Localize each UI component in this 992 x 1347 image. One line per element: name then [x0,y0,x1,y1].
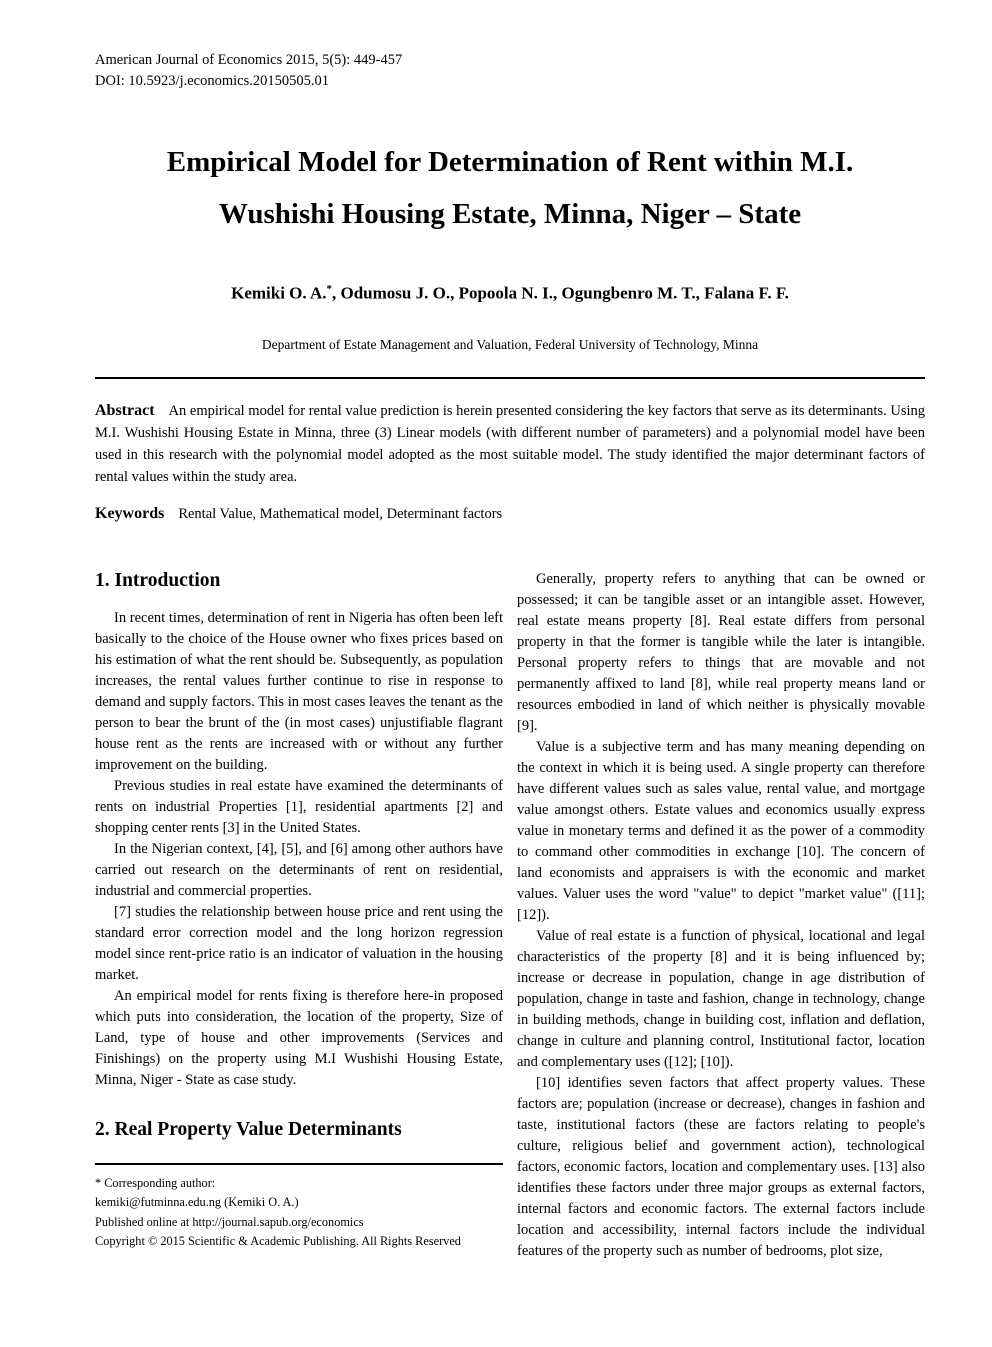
right-column [517,569,925,1262]
doi-line: DOI: 10.5923/j.economics.20150505.01 [95,73,329,89]
abstract-text: An empirical model for rental value prediction is herein presented considering the key factors that serve as its determinants. Using M.I. Wushishi Housing Estate in Minna, three (3) Linear models (with different number of parameters) and a polynomial model have been used in this research with the polynomial model adopted as the most suitable model. The study identified the major determinant factors of rental values within the study area. [95,402,925,485]
abstract [95,400,925,488]
paragraph-value-function: Value of real estate is a function of physical, locational and legal characteristics of the property [8] and it is being influenced by; increase or decrease in population, change in age distribution of population, change in taste and fashion, change in technology, change in building methods, change in building cost, inflation and deflation, change in culture and planning control, Institutional factor, location and complementary uses ([12]; [10]). [517,927,925,1070]
paragraph-property-definition: Generally, property refers to anything that can be owned or possessed; it can be tangible asset or an intangible asset. However, real estate means property [8]. Real estate differs from personal property in that the former is tangible while the later is intangible. Personal property refers to things that are movable and not permanently affixed to land [8], while real property means land or resources embodied in land of which neither is physically movable [9]. [517,570,925,734]
paper-title [95,136,925,240]
two-column-body [95,569,925,1262]
paragraph-intro-1: In recent times, determination of rent in Nigeria has often been left basically to the choice of the House owner who fixes prices based on his estimation of what the rent should be. Subsequently, as population increases, the rental values further continue to rise in response to demand and supply factors. This in most cases leaves the tenant as the person to bear the brunt of the (in most cases) unjustifiable flagrant house rent as the rents are increased with or without any further improvement on the building. [95,609,503,773]
paper-title-line-1: Empirical Model for Determination of Rent within M.I. [166,146,854,178]
paper-title-line-2: Wushishi Housing Estate, Minna, Niger – State [218,198,802,230]
authors-line [95,278,925,305]
paragraph-value-subjective: Value is a subjective term and has many meaning depending on the context in which it is being used. A single property can therefore have different values such as sales value, rental value, and mortgage value amongst others. Estate values and economics usually express value in monetary terms and defined it as the power of a commodity to command other commodities in exchange [10]. The concern of land economists and appraisers is with the economic and market values. Valuer uses the word "value" to depict "market value" ([11]; [12]). [517,738,925,923]
footnote [95,1163,503,1252]
corresponding-author-asterisk: * [326,283,332,295]
footnote-divider-rule [95,1163,503,1165]
journal-header [95,50,925,92]
affiliation: Department of Estate Management and Valuation, Federal University of Technology, Minna [261,336,759,352]
journal-line: American Journal of Economics 2015, 5(5): 449-457 [95,52,403,68]
footnote-email: kemiki@futminna.edu.ng (Kemiki O. A.) [95,1195,299,1210]
keywords [95,503,925,525]
keywords-text: Rental Value, Mathematical model, Determinant factors [178,505,503,522]
header-divider-rule [95,377,925,379]
footnote-corresponding-author: * Corresponding author: [95,1175,216,1190]
paragraph-intro-3: In the Nigerian context, [4], [5], and [6] among other authors have carried out research on the determinants of rent on residential, industrial and commercial properties. [95,840,503,899]
keywords-label: Keywords [95,504,165,522]
footnote-published-url: Published online at http://journal.sapub.org/economics [95,1214,364,1229]
paragraph-intro-5: An empirical model for rents fixing is therefore here-in proposed which puts into consideration, the location of the property, Size of Land, type of house and other improvements (Services and Finishings) on the property using M.I Wushishi Housing Estate, Minna, Niger - State as case study. [95,987,503,1088]
authors-rest: , Odumosu J. O., Popoola N. I., Ogungbenro M. T., Falana F. F. [332,283,789,303]
paragraph-intro-2: Previous studies in real estate have examined the determinants of rents on industrial Properties [1], residential apartments [2] and shopping center rents [3] in the United States. [95,777,503,836]
abstract-label: Abstract [95,401,155,419]
paragraph-seven-factors: [10] identifies seven factors that affect property values. These factors are; population (increase or decrease), changes in fashion and taste, institutional factors (these are factors relating to people's culture, religious belief and government action), technological factors, economic factors, location and complementary uses. [13] also identifies these factors under three major groups as external factors, internal factors and economic factors. The external factors include location and accessibility, internal factors include the individual features of the property such as number of bedrooms, plot size, [517,1074,925,1259]
section-heading-determinants: 2. Real Property Value Determinants [95,1118,402,1140]
left-column [95,569,503,1262]
section-heading-introduction: 1. Introduction [95,569,221,591]
footnote-copyright: Copyright © 2015 Scientific & Academic Publishing. All Rights Reserved [95,1234,461,1249]
paragraph-intro-4: [7] studies the relationship between house price and rent using the standard error correction model and the long horizon regression model since rent-price ratio is an indicator of valuation in the housing market. [95,903,503,983]
author-first: Kemiki O. A. [231,283,327,303]
